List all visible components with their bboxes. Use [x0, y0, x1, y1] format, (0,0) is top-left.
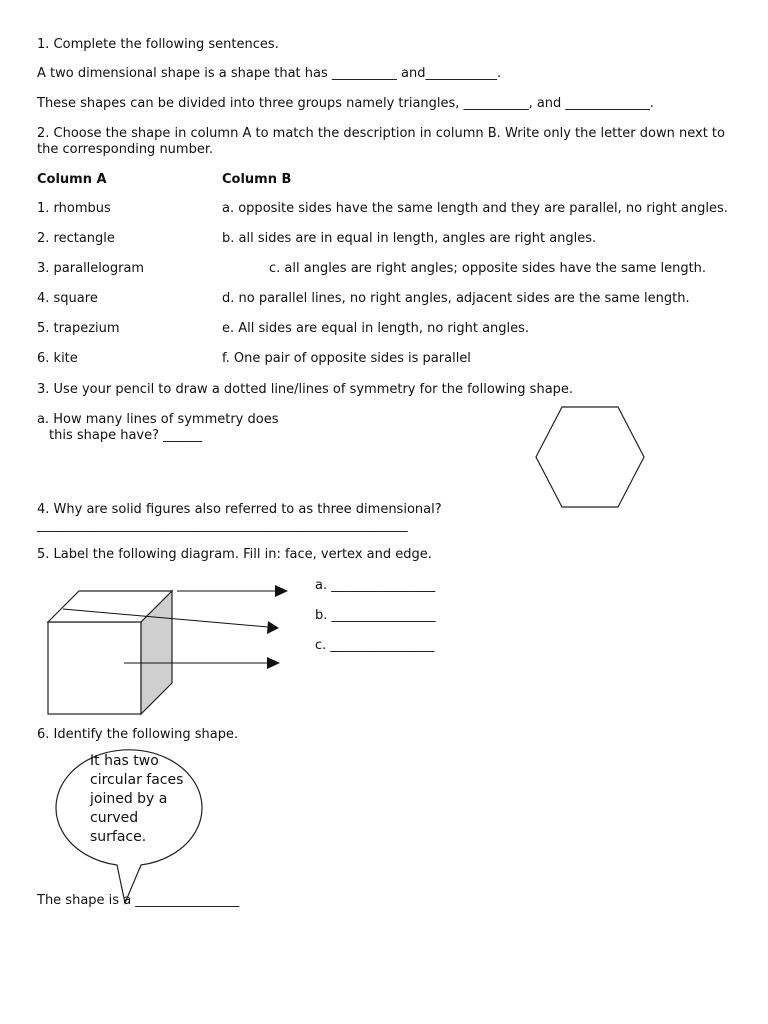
q3-heading: 3. Use your pencil to draw a dotted line/lines of symmetry for the following shape. — [37, 382, 574, 397]
q3-subquestion-line-2: this shape have? ______ — [49, 428, 203, 443]
q5-heading: 5. Label the following diagram. Fill in: face, vertex and edge. — [37, 547, 432, 562]
q4-answer-line: _________________________________________________________ — [37, 518, 408, 533]
q4-heading: 4. Why are solid figures also referred to as three dimensional? — [37, 502, 442, 517]
label-blank-a: a. ________________ — [315, 578, 436, 593]
q1-sentence-2: These shapes can be divided into three groups namely triangles, __________, and _____________. — [37, 96, 655, 111]
column-a-item: 5. trapezium — [37, 321, 120, 336]
column-a-item: 2. rectangle — [37, 231, 115, 246]
column-a-item: 6. kite — [37, 351, 78, 366]
speech-bubble-text: It has two circular faces joined by a curved surface. — [90, 753, 184, 845]
cube-diagram — [40, 585, 300, 725]
column-a-item: 3. parallelogram — [37, 261, 145, 276]
q2-instruction-line-1: 2. Choose the shape in column A to match the description in column B. Write only the letter down next to — [37, 126, 725, 141]
column-b-item: e. All sides are equal in length, no right angles. — [222, 321, 530, 336]
q6-heading: 6. Identify the following shape. — [37, 727, 239, 742]
column-b-item: a. opposite sides have the same length and they are parallel, no right angles. — [222, 201, 728, 216]
column-b-item: c. all angles are right angles; opposite sides have the same length. — [269, 261, 707, 276]
column-a-header: Column A — [37, 172, 107, 187]
q1-sentence-1: A two dimensional shape is a shape that has __________ and___________. — [37, 66, 502, 81]
column-b-header: Column B — [222, 172, 292, 187]
column-a-item: 4. square — [37, 291, 98, 306]
q6-answer: The shape is a ________________ — [37, 893, 240, 908]
q1-heading: 1. Complete the following sentences. — [37, 37, 279, 52]
q2-instruction-line-2: the corresponding number. — [37, 142, 214, 157]
hexagon-shape — [530, 400, 650, 510]
column-b-item: b. all sides are in equal in length, angles are right angles. — [222, 231, 597, 246]
column-a-item: 1. rhombus — [37, 201, 111, 216]
column-b-item: f. One pair of opposite sides is parallel — [222, 351, 471, 366]
q3-subquestion-line-1: a. How many lines of symmetry does — [37, 412, 279, 427]
column-b-item: d. no parallel lines, no right angles, adjacent sides are the same length. — [222, 291, 690, 306]
label-blank-c: c. ________________ — [315, 638, 435, 653]
label-blank-b: b. ________________ — [315, 608, 436, 623]
